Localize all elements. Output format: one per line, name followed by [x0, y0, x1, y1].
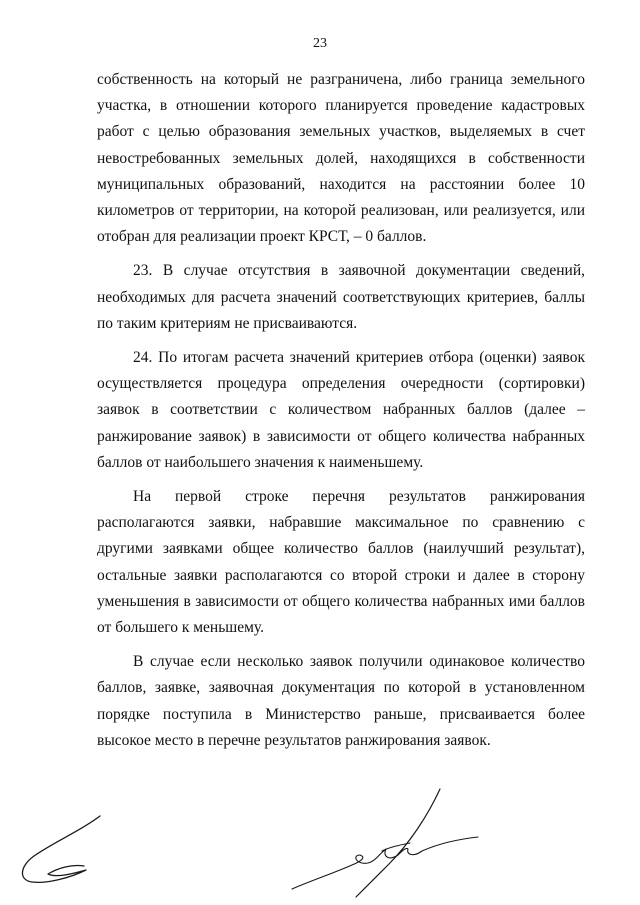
document-body: [97, 67, 585, 754]
page-number: 23: [313, 36, 327, 51]
paragraph-24: 24. По итогам расчета значений критериев отбора (оценки) заявок осуществляется процедура определения очередности (сортировки) заявок в соответствии с количеством набранных баллов (далее – ранжирование заявок) в зависимости от общего количества набранных баллов от наибольшего значения к наименьшему.: [97, 349, 585, 471]
paragraph-23: 23. В случае отсутствия в заявочной документации сведений, необходимых для расчета значений соответствующих критериев, баллы по таким критериям не присваиваются.: [97, 262, 585, 332]
handwritten-signature-icon: [290, 785, 480, 900]
initials-signature-icon: [12, 808, 107, 888]
paragraph-equal-scores: В случае если несколько заявок получили одинаковое количество баллов, заявке, заявочная документация по которой в установленном порядке поступила в Министерство раньше, присваивается более высокое место в перечне результатов ранжирования заявок.: [97, 653, 585, 749]
paragraph-ranking-order: На первой строке перечня результатов ранжирования располагаются заявки, набравшие максимальное по сравнению с другими заявками общее количество баллов (наилучший результат), остальные заявки располагаются со второй строки и далее в сторону уменьшения в зависимости от общего количества набранных ими баллов от большего к меньшему.: [97, 488, 585, 637]
paragraph-continuation: собственность на который не разграничена, либо граница земельного участка, в отношении которого планируется проведение кадастровых работ с целью образования земельных участков, выделяемых в счет невостребованных земельных долей, находящихся в собственности муниципальных образований, находится на расстоянии более 10 километров от территории, на которой реализован, или реализуется, или отобран для реализации проект КРСТ, – 0 баллов.: [97, 71, 585, 246]
